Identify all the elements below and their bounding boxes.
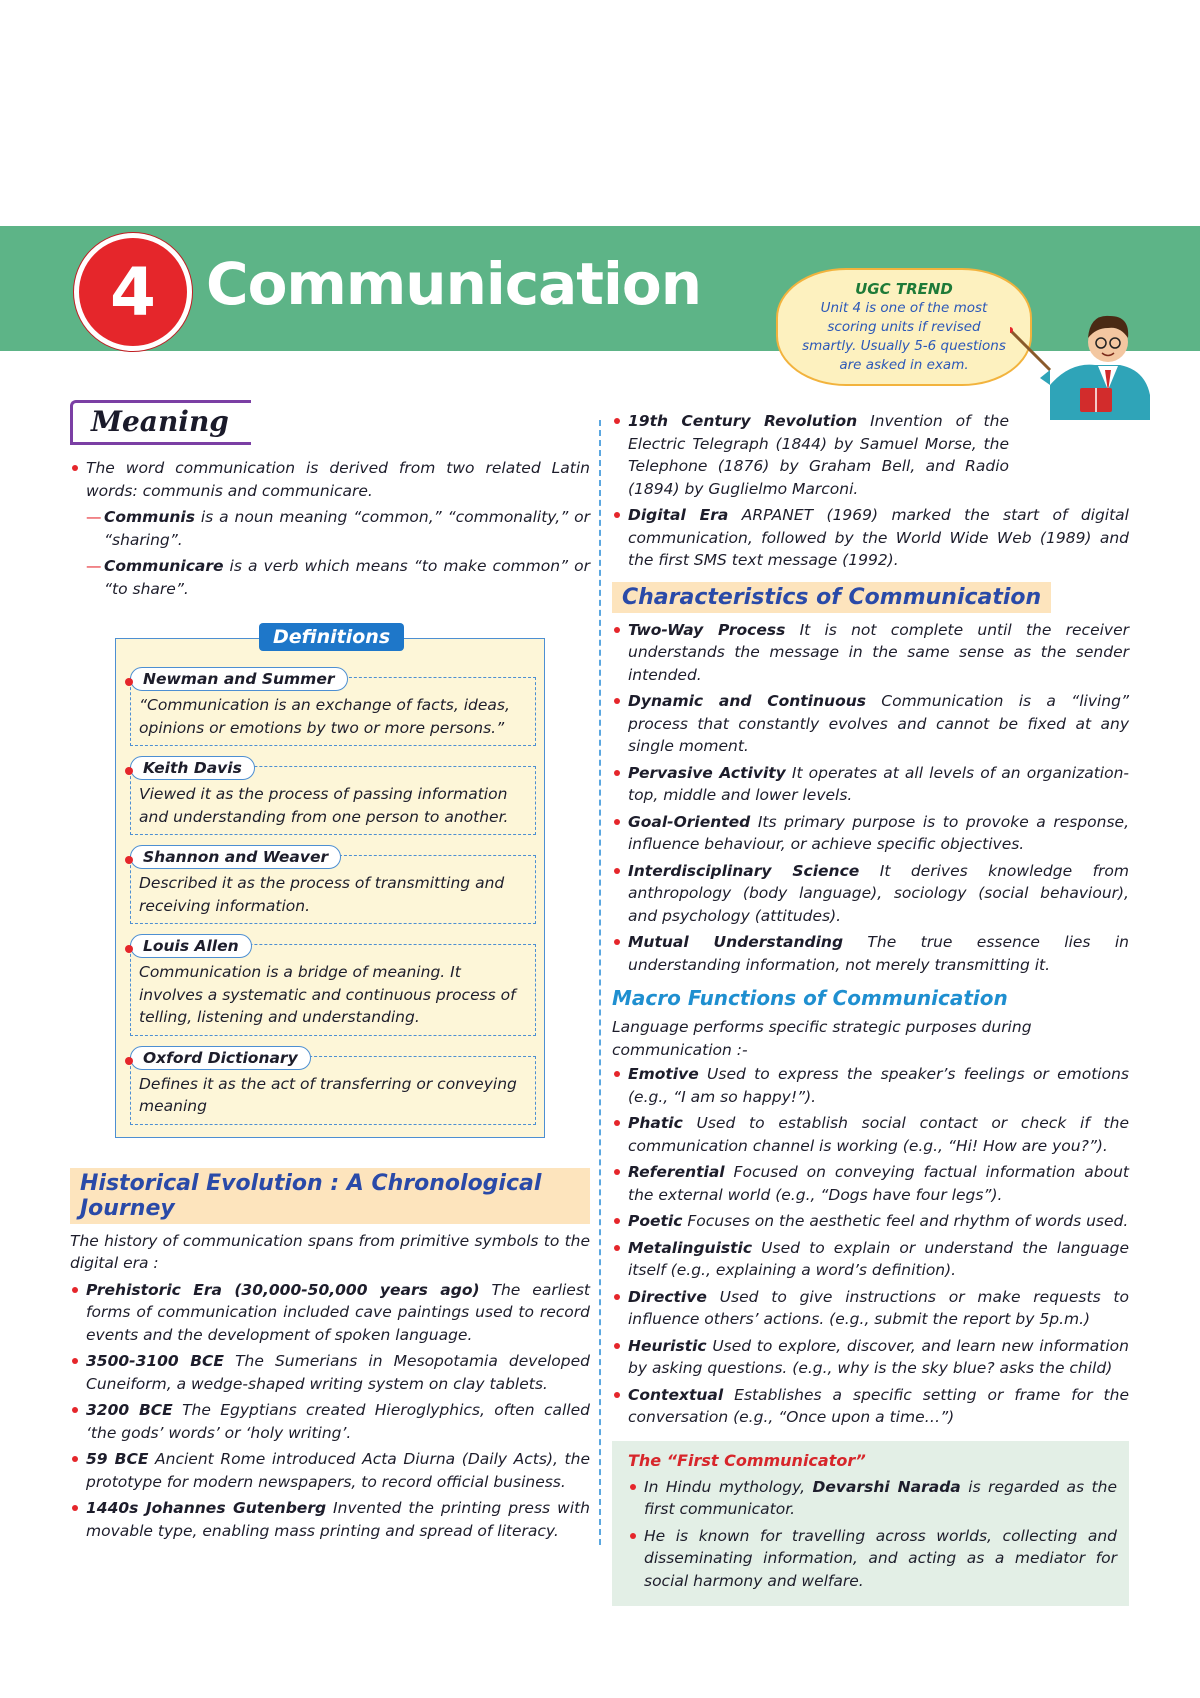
term: Contextual [628,1385,724,1404]
first-communicator-heading: The “First Communicator” [628,1450,866,1470]
term: Heuristic [628,1336,707,1355]
meaning-sub-item [70,555,590,600]
definition-author: Newman and Summer [130,667,348,691]
term: Poetic [628,1212,683,1230]
definition-item [126,756,536,835]
column-divider [599,420,601,1545]
ugc-trend-title: UGC TREND [855,280,953,298]
term: Communis [104,508,195,526]
history-heading: Historical Evolution : A Chronological Journey [70,1168,590,1224]
definition-text: “Communication is an exchange of facts, ideas, opinions or emotions by two or more persons.” [130,677,536,746]
term: Goal-Oriented [628,812,751,831]
term: Two-Way Process [628,620,786,639]
desc: is a verb which means “to make common” or “to share”. [104,557,590,598]
characteristics-heading: Characteristics of Communication [612,582,1051,613]
first-communicator-list [628,1476,1117,1593]
meaning-sub-item [70,506,590,551]
desc: Used to give instructions or make requests to influence others’ actions. (e.g., submit the report by 5p.m.) [628,1287,1129,1328]
term: Digital Era [628,506,729,524]
macro-item [612,1335,1129,1380]
characteristic-item [612,931,1129,976]
term: Prehistoric Era (30,000-50,000 years ago) [86,1280,480,1299]
macro-item [612,1161,1129,1206]
history-item [70,1497,590,1542]
term: Dynamic and Continuous [628,692,866,710]
characteristics-list [612,619,1129,977]
definition-author: Keith Davis [130,756,255,780]
desc: It derives knowledge from anthropology (body language), sociology (social behaviour), and psychology (attitudes). [628,861,1129,925]
characteristic-item [612,690,1129,758]
chapter-title: Communication [206,250,702,318]
history-intro: The history of communication spans from primitive symbols to the digital era : [70,1231,590,1272]
desc: Invention of the Electric Telegraph (1844) by Samuel Morse, the Telephone (1876) by Graham Bell, and Radio (1894) by Guglielmo Marconi. [628,412,1009,498]
definition-author: Oxford Dictionary [130,1046,311,1070]
history-continued-list [612,504,1129,572]
desc: Communication is a “living” process that constantly evolves and cannot be fixed at any single moment. [628,692,1129,755]
meaning-heading: Meaning [70,400,251,445]
desc: The true essence lies in understanding information, not merely transmitting it. [628,933,1129,974]
desc: Its primary purpose is to provoke a response, influence behaviour, or achieve specific objectives. [628,812,1129,853]
desc: ARPANET (1969) marked the start of digital communication, followed by the World Wide Web (1989) and the first SMS text message (1992). [628,506,1129,569]
term: 3200 BCE [86,1401,173,1419]
first-communicator-box [612,1441,1129,1607]
meaning-list [70,457,590,502]
definition-item [126,667,536,746]
first-communicator-item [628,1525,1117,1593]
macro-item [612,1063,1129,1108]
ugc-trend-callout [776,268,1032,386]
macro-intro: Language performs specific strategic purposes during communication :- [612,1018,1032,1059]
definitions-box [115,626,545,1138]
left-column [70,400,590,1546]
characteristic-item [612,811,1129,856]
macro-item [612,1384,1129,1429]
meaning-intro: The word communication is derived from two related Latin words: communis and communicare. [70,457,590,502]
text: In Hindu mythology, [644,1477,813,1496]
desc: Used to explore, discover, and learn new information by asking questions. (e.g., why is the sky blue? asks the child) [628,1336,1129,1377]
history-item [70,1350,590,1395]
term: 3500-3100 BCE [86,1352,225,1370]
history-list [70,1279,590,1543]
desc: Focuses on the aesthetic feel and rhythm of words used. [682,1212,1129,1230]
desc: It operates at all levels of an organization-top, middle and lower levels. [628,763,1129,804]
macro-item [612,1210,1129,1233]
right-column [612,410,1129,1606]
definition-text: Described it as the process of transmitting and receiving information. [130,855,536,924]
definition-text: Communication is a bridge of meaning. It involves a systematic and continuous process of telling, listening and understanding. [130,944,536,1036]
history-item [70,1448,590,1493]
macro-item [612,1237,1129,1282]
desc: Used to explain or understand the language itself (e.g., explaining a word’s definition). [628,1238,1129,1279]
history-continued-list [612,410,1129,500]
definition-item [126,1046,536,1125]
term: Devarshi Narada [812,1477,961,1496]
desc: Focused on conveying factual information about the external world (e.g., “Dogs have four legs”). [628,1163,1129,1204]
desc: is regarded as the first communicator. [644,1477,1117,1518]
history-item [612,410,1009,500]
term: Interdisciplinary Science [628,861,860,880]
desc: Used to establish social contact or check if the communication channel is working (e.g., “Hi! How are you?”). [628,1114,1129,1155]
term: Directive [628,1287,707,1306]
desc: is a noun meaning “common,” “commonality,” or “sharing”. [104,508,590,549]
term: Phatic [628,1114,683,1132]
term: Metalinguistic [628,1238,753,1257]
term: Mutual Understanding [628,933,844,951]
teacher-illustration-icon [1010,300,1160,420]
desc: Establishes a specific setting or frame for the conversation (e.g., “Once upon a time…”) [628,1385,1129,1426]
desc: The Sumerians in Mesopotamia developed Cuneiform, a wedge-shaped writing system on clay tablets. [86,1352,591,1393]
desc: Ancient Rome introduced Acta Diurna (Daily Acts), the prototype for modern newspapers, to record official business. [86,1450,590,1491]
history-item [612,504,1129,572]
term: 59 BCE [86,1450,149,1468]
chapter-number: 4 [74,233,192,351]
history-item [70,1279,590,1347]
definitions-title: Definitions [259,623,404,651]
history-item [70,1399,590,1444]
macro-list [612,1063,1129,1429]
definition-author: Louis Allen [130,934,252,958]
term: Emotive [628,1065,699,1083]
definition-item [126,934,536,1036]
desc: It is not complete until the receiver understands the message in the same sense as the sender intended. [628,620,1130,684]
definition-item [126,845,536,924]
characteristic-item [612,619,1129,687]
desc: The Egyptians created Hieroglyphics, often called ‘the gods’ words’ or ‘holy writing’. [86,1401,590,1442]
text: He is known for travelling across worlds, collecting and disseminating information, and acting as a mediator for social harmony and welfare. [644,1526,1117,1590]
term: Communicare [104,557,224,575]
definition-author: Shannon and Weaver [130,845,341,869]
desc: Invented the printing press with movable type, enabling mass printing and spread of literacy. [86,1499,590,1540]
term: Pervasive Activity [628,763,786,782]
term: Referential [628,1163,725,1181]
first-communicator-item [628,1476,1117,1521]
term: 1440s Johannes Gutenberg [86,1499,327,1517]
macro-heading: Macro Functions of Communication [612,986,1008,1010]
desc: The earliest forms of communication included cave paintings used to record events and the development of spoken language. [86,1280,590,1344]
desc: Used to express the speaker’s feelings or emotions (e.g., “I am so happy!”). [628,1065,1129,1106]
macro-item [612,1286,1129,1331]
term: 19th Century Revolution [628,412,858,430]
ugc-trend-text: Unit 4 is one of the most scoring units if revised smartly. Usually 5-6 questions are asked in exam. [802,300,1006,373]
characteristic-item [612,860,1129,928]
definition-text: Viewed it as the process of passing information and understanding from one person to another. [130,766,536,835]
macro-item [612,1112,1129,1157]
definition-text: Defines it as the act of transferring or conveying meaning [130,1056,536,1125]
characteristic-item [612,762,1129,807]
